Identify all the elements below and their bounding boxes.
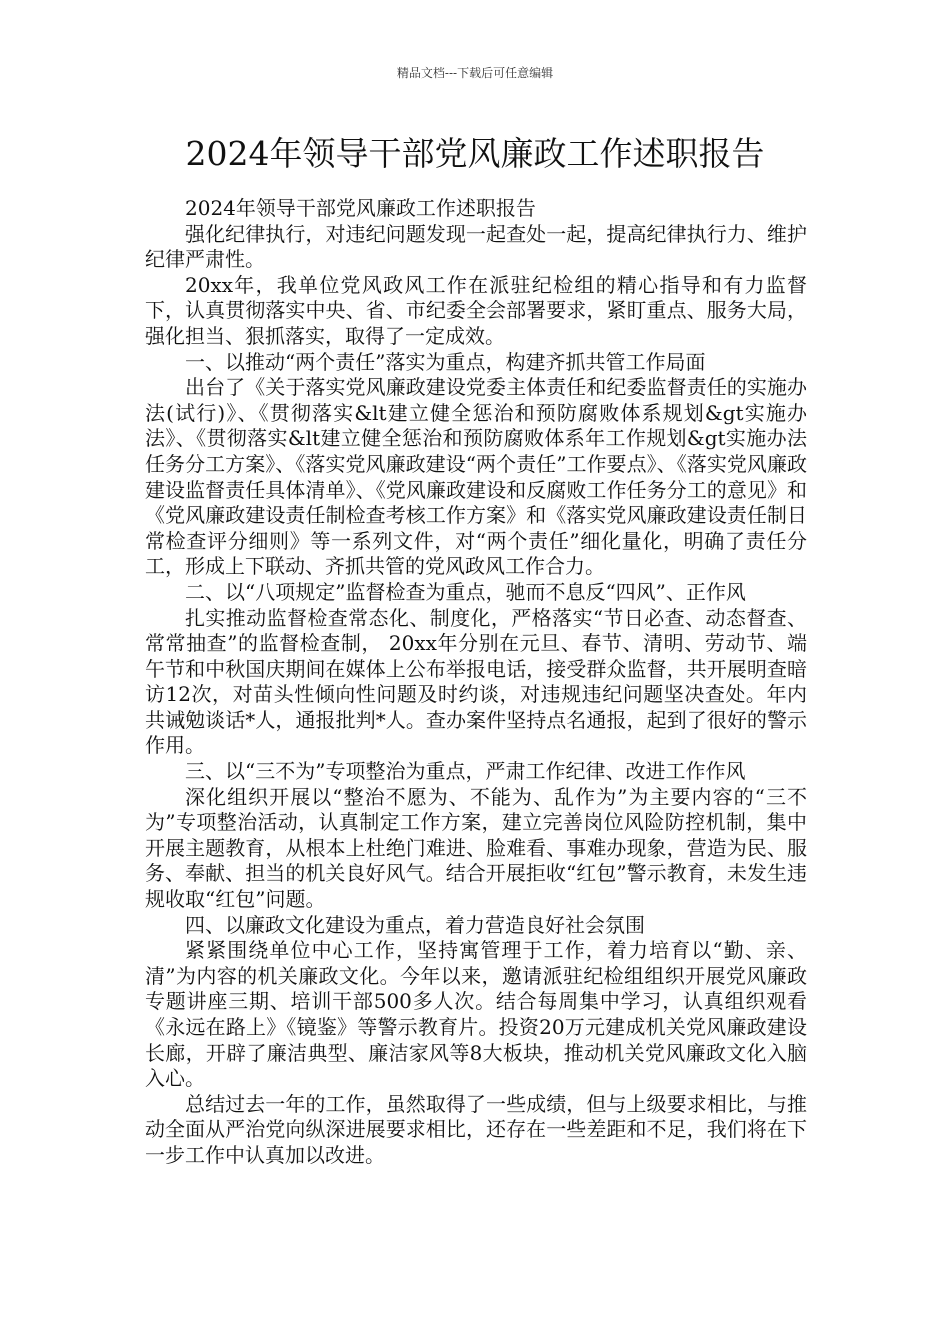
section-heading-3: 三、以“三不为”专项整治为重点，严肃工作纪律、改进工作作风 <box>185 759 746 784</box>
body-paragraph: 强化纪律执行，对违纪问题发现一起查处一起，提高纪律执行力、维护纪律严肃性。 <box>145 221 807 272</box>
document-body <box>145 196 807 1169</box>
body-paragraph: 20xx年，我单位党风政风工作在派驻纪检组的精心指导和有力监督下，认真贯彻落实中央、省、市纪委全会部署要求，紧盯重点、服务大局，强化担当、狠抓落实，取得了一定成效。 <box>145 272 807 348</box>
document-title: 2024年领导干部党风廉政工作述职报告 <box>185 134 765 173</box>
body-paragraph: 紧紧围绕单位中心工作，坚持寓管理于工作，着力培育以“勤、亲、清”为内容的机关廉政文化。今年以来，邀请派驻纪检组组织开展党风廉政专题讲座三期、培训干部500多人次。结合每周集中学习，认真组织观看《永远在路上》《镜鉴》等警示教育片。投资20万元建成机关党风廉政建设长廊，开辟了廉洁典型、廉洁家风等8大板块，推动机关党风廉政文化入脑入心。 <box>145 938 807 1091</box>
section-heading-4: 四、以廉政文化建设为重点，着力营造良好社会氛围 <box>185 912 645 937</box>
section-heading-2: 二、以“八项规定”监督检查为重点，驰而不息反“四风”、正作风 <box>185 579 746 604</box>
body-paragraph: 扎实推动监督检查常态化、制度化，严格落实“节日必查、动态督查、常常抽查”的监督检查制， 20xx年分别在元旦、春节、清明、劳动节、端午节和中秋国庆期间在媒体上公布举报电话，接受群众监督，共开展明查暗访12次，对苗头性倾向性问题及时约谈，对违规违纪问题坚决查处。年内共诫勉谈话*人，通报批判*人。查办案件坚持点名通报，起到了很好的警示作用。 <box>145 605 807 758</box>
body-paragraph: 出台了《关于落实党风廉政建设党委主体责任和纪委监督责任的实施办法(试行)》、《贯彻落实&lt建立健全惩治和预防腐败体系规划&gt实施办法》、《贯彻落实&lt建立健全惩治和预防腐败体系年工作规划&gt实施办法任务分工方案》、《落实党风廉政建设“两个责任”工作要点》、《落实党风廉政建设监督责任具体清单》、《党风廉政建设和反腐败工作任务分工的意见》和《党风廉政建设责任制检查考核工作方案》和《落实党风廉政建设责任制日常检查评分细则》等一系列文件，对“两个责任”细化量化，明确了责任分工，形成上下联动、齐抓共管的党风政风工作合力。 <box>145 375 807 579</box>
body-paragraph: 深化组织开展以“整治不愿为、不能为、乱作为”为主要内容的“三不为”专项整治活动，认真制定工作方案，建立完善岗位风险防控机制，集中开展主题教育，从根本上杜绝门难进、脸难看、事难办现象，营造为民、服务、奉献、担当的机关良好风气。结合开展拒收“红包”警示教育，未发生违规收取“红包”问题。 <box>145 784 807 912</box>
section-heading-1: 一、以推动“两个责任”落实为重点，构建齐抓共管工作局面 <box>185 349 706 374</box>
body-paragraph-conclusion: 总结过去一年的工作，虽然取得了一些成绩，但与上级要求相比，与推动全面从严治党向纵深进展要求相比，还存在一些差距和不足，我们将在下一步工作中认真加以改进。 <box>145 1091 807 1167</box>
body-paragraph-subtitle: 2024年领导干部党风廉政工作述职报告 <box>185 196 536 220</box>
header-note: 精品文档---下载后可任意编辑 <box>396 66 554 80</box>
